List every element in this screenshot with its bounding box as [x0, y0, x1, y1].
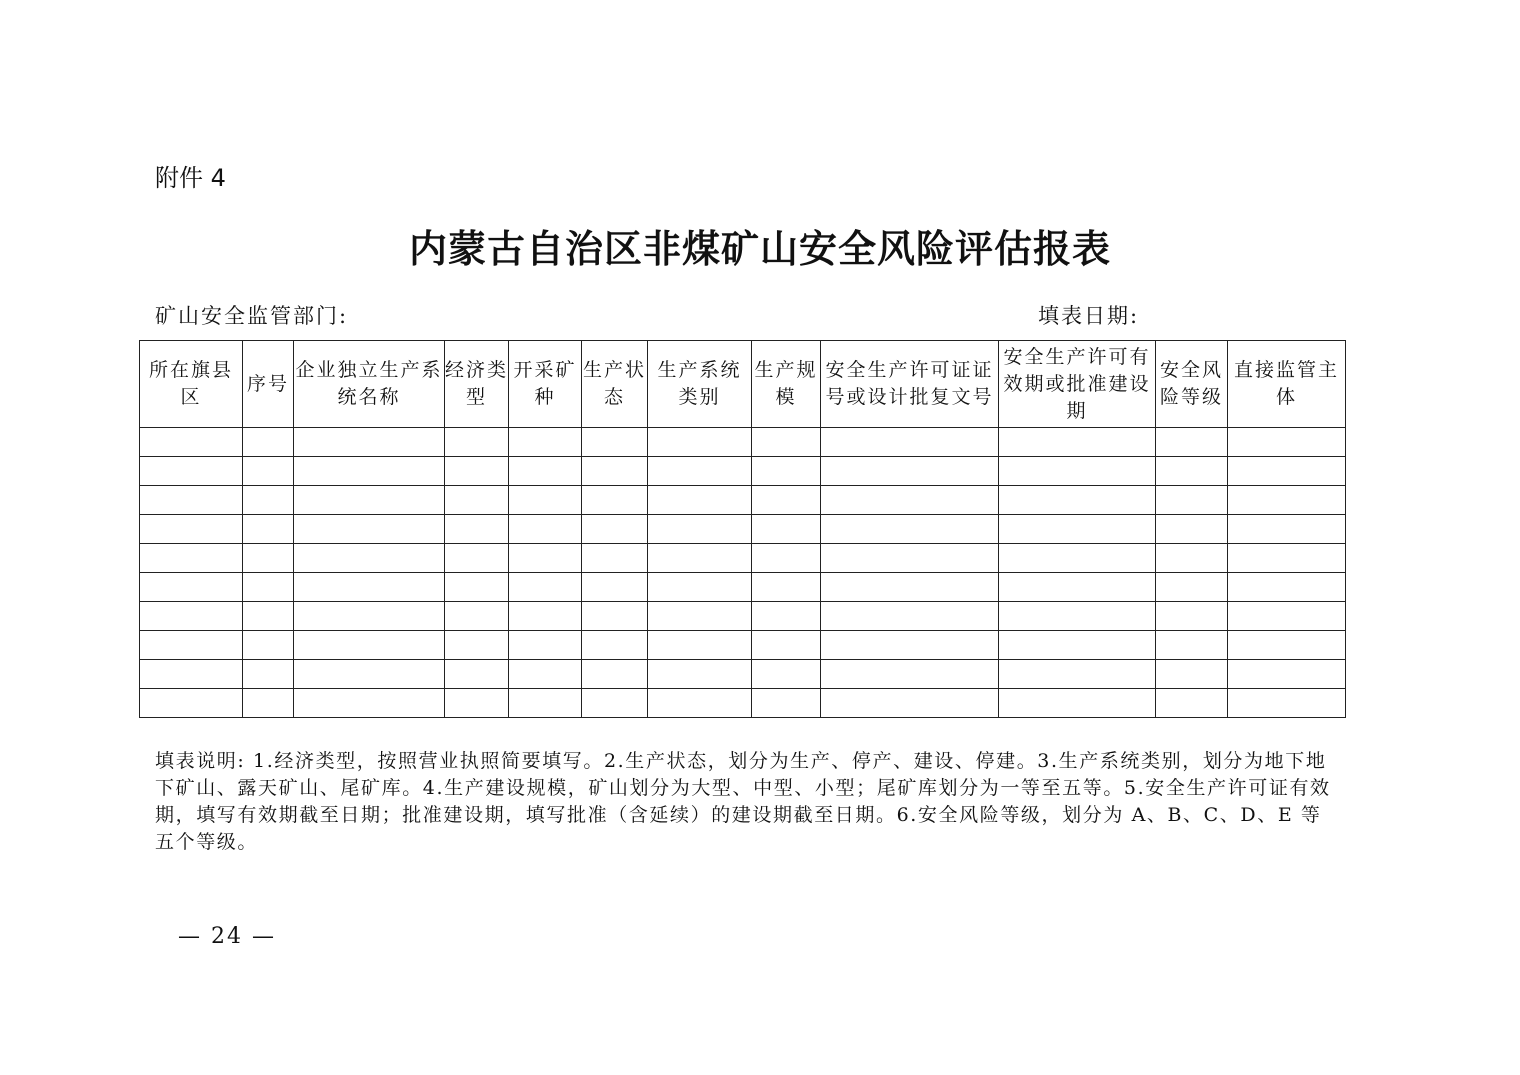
table-cell[interactable] — [1156, 689, 1228, 718]
table-cell[interactable] — [140, 486, 243, 515]
table-cell[interactable] — [821, 660, 999, 689]
table-cell[interactable] — [999, 544, 1156, 573]
table-cell[interactable] — [509, 428, 582, 457]
table-cell[interactable] — [243, 573, 294, 602]
table-cell[interactable] — [1228, 515, 1346, 544]
table-cell[interactable] — [999, 660, 1156, 689]
table-cell[interactable] — [648, 631, 752, 660]
table-cell[interactable] — [509, 631, 582, 660]
table-cell[interactable] — [821, 602, 999, 631]
col-header-supervisor: 直接监管主体 — [1228, 341, 1346, 428]
table-cell[interactable] — [243, 486, 294, 515]
col-header-county: 所在旗县区 — [140, 341, 243, 428]
table-cell[interactable] — [582, 428, 648, 457]
table-cell[interactable] — [752, 486, 821, 515]
table-cell[interactable] — [294, 428, 445, 457]
table-cell[interactable] — [582, 515, 648, 544]
table-cell[interactable] — [294, 602, 445, 631]
supervision-dept-label: 矿山安全监管部门: — [155, 304, 349, 328]
table-cell[interactable] — [509, 515, 582, 544]
table-cell[interactable] — [509, 457, 582, 486]
table-cell[interactable] — [999, 428, 1156, 457]
table-cell[interactable] — [1228, 457, 1346, 486]
table-row — [140, 631, 1346, 660]
table-cell[interactable] — [294, 486, 445, 515]
table-cell[interactable] — [140, 457, 243, 486]
table-cell[interactable] — [752, 573, 821, 602]
table-cell[interactable] — [1156, 486, 1228, 515]
table-cell[interactable] — [445, 457, 509, 486]
col-header-system-category: 生产系统类别 — [648, 341, 752, 428]
table-cell[interactable] — [648, 689, 752, 718]
table-header-row — [140, 341, 1346, 428]
table-row — [140, 602, 1346, 631]
table-cell[interactable] — [445, 573, 509, 602]
table-cell[interactable] — [140, 573, 243, 602]
table-cell[interactable] — [582, 631, 648, 660]
table-cell[interactable] — [445, 602, 509, 631]
table-cell[interactable] — [140, 660, 243, 689]
table-cell[interactable] — [294, 515, 445, 544]
page-number: — 24 — — [178, 924, 276, 949]
table-cell[interactable] — [445, 428, 509, 457]
table-cell[interactable] — [1228, 660, 1346, 689]
table-cell[interactable] — [648, 660, 752, 689]
table-cell[interactable] — [243, 602, 294, 631]
table-cell[interactable] — [999, 602, 1156, 631]
col-header-system-name: 企业独立生产系统名称 — [294, 341, 445, 428]
col-header-economic-type: 经济类型 — [445, 341, 509, 428]
table-cell[interactable] — [509, 602, 582, 631]
table-cell[interactable] — [821, 515, 999, 544]
table-body — [140, 428, 1346, 718]
table-cell[interactable] — [752, 602, 821, 631]
table-cell[interactable] — [445, 544, 509, 573]
document-title: 内蒙古自治区非煤矿山安全风险评估报表 — [408, 226, 1111, 271]
table-cell[interactable] — [1228, 631, 1346, 660]
table-cell[interactable] — [1228, 486, 1346, 515]
table-cell[interactable] — [140, 631, 243, 660]
table-cell[interactable] — [999, 631, 1156, 660]
table-cell[interactable] — [999, 573, 1156, 602]
table-cell[interactable] — [648, 602, 752, 631]
table-cell[interactable] — [294, 689, 445, 718]
table-cell[interactable] — [648, 573, 752, 602]
fill-instructions: 填表说明: 1.经济类型，按照营业执照简要填写。2.生产状态，划分为生产、停产、建设、停建。3.生产系统类别，划分为地下地下矿山、露天矿山、尾矿库。4.生产建设规模，矿山划分为大型、中型、小型；尾矿库划分为一等至五等。5.安全生产许可证有效期，填写有效期截至日期；批准建设期，填写批准（含延续）的建设期截至日期。6.安全风险等级，划分为 A、B、C、D、E 等五个等级。 — [155, 750, 1331, 853]
table-cell[interactable] — [752, 689, 821, 718]
table-row — [140, 660, 1346, 689]
table-cell[interactable] — [509, 689, 582, 718]
table-cell[interactable] — [140, 544, 243, 573]
col-header-status: 生产状态 — [582, 341, 648, 428]
fill-date-label: 填表日期: — [1038, 304, 1140, 328]
table-cell[interactable] — [752, 428, 821, 457]
table-cell[interactable] — [445, 515, 509, 544]
col-header-seq: 序号 — [243, 341, 294, 428]
table-cell[interactable] — [1156, 428, 1228, 457]
table-cell[interactable] — [509, 486, 582, 515]
table-row — [140, 573, 1346, 602]
table-cell[interactable] — [243, 428, 294, 457]
table-cell[interactable] — [1228, 602, 1346, 631]
table-row — [140, 515, 1346, 544]
table-cell[interactable] — [648, 515, 752, 544]
table-cell[interactable] — [1228, 689, 1346, 718]
table-cell[interactable] — [509, 573, 582, 602]
table-cell[interactable] — [582, 457, 648, 486]
table-cell[interactable] — [1156, 515, 1228, 544]
table-cell[interactable] — [752, 515, 821, 544]
table-cell[interactable] — [648, 457, 752, 486]
table-cell[interactable] — [1156, 631, 1228, 660]
col-header-permit-number: 安全生产许可证证号或设计批复文号 — [821, 341, 999, 428]
table-cell[interactable] — [752, 660, 821, 689]
table-cell[interactable] — [582, 573, 648, 602]
table-cell[interactable] — [294, 544, 445, 573]
table-cell[interactable] — [999, 486, 1156, 515]
table-cell[interactable] — [1228, 573, 1346, 602]
table-cell[interactable] — [243, 544, 294, 573]
table-cell[interactable] — [243, 689, 294, 718]
table-row — [140, 486, 1346, 515]
table-cell[interactable] — [1156, 573, 1228, 602]
table-cell[interactable] — [582, 689, 648, 718]
col-header-mineral: 开采矿种 — [509, 341, 582, 428]
table-cell[interactable] — [821, 457, 999, 486]
table-cell[interactable] — [1228, 544, 1346, 573]
table-row — [140, 457, 1346, 486]
table-cell[interactable] — [582, 486, 648, 515]
table-cell[interactable] — [999, 689, 1156, 718]
table-cell[interactable] — [821, 573, 999, 602]
table-cell[interactable] — [445, 660, 509, 689]
table-cell[interactable] — [243, 660, 294, 689]
table-row — [140, 689, 1346, 718]
table-cell[interactable] — [752, 631, 821, 660]
table-cell[interactable] — [821, 689, 999, 718]
table-cell[interactable] — [445, 631, 509, 660]
table-cell[interactable] — [294, 660, 445, 689]
table-row — [140, 544, 1346, 573]
table-cell[interactable] — [1228, 428, 1346, 457]
table-cell[interactable] — [243, 631, 294, 660]
table-cell[interactable] — [1156, 660, 1228, 689]
col-header-risk-level: 安全风险等级 — [1156, 341, 1228, 428]
col-header-scale: 生产规模 — [752, 341, 821, 428]
col-header-permit-validity: 安全生产许可有效期或批准建设期 — [999, 341, 1156, 428]
table-cell[interactable] — [582, 660, 648, 689]
table-cell[interactable] — [294, 573, 445, 602]
table-cell[interactable] — [294, 631, 445, 660]
table-cell[interactable] — [582, 544, 648, 573]
table-cell[interactable] — [999, 515, 1156, 544]
table-cell[interactable] — [294, 457, 445, 486]
table-cell[interactable] — [140, 689, 243, 718]
table-cell[interactable] — [140, 428, 243, 457]
table-cell[interactable] — [140, 602, 243, 631]
table-cell[interactable] — [582, 602, 648, 631]
table-cell[interactable] — [999, 457, 1156, 486]
table-cell[interactable] — [821, 486, 999, 515]
table-cell[interactable] — [752, 544, 821, 573]
table-cell[interactable] — [648, 544, 752, 573]
table-cell[interactable] — [752, 457, 821, 486]
table-cell[interactable] — [243, 457, 294, 486]
table-cell[interactable] — [1156, 602, 1228, 631]
table-cell[interactable] — [1156, 544, 1228, 573]
table-cell[interactable] — [1156, 457, 1228, 486]
table-row — [140, 428, 1346, 457]
risk-assessment-table — [139, 340, 1346, 718]
table-cell[interactable] — [821, 428, 999, 457]
table-cell[interactable] — [648, 486, 752, 515]
table-cell[interactable] — [509, 544, 582, 573]
attachment-label: 附件 4 — [155, 164, 226, 192]
table-cell[interactable] — [821, 631, 999, 660]
table-cell[interactable] — [445, 486, 509, 515]
table-cell[interactable] — [445, 689, 509, 718]
table-cell[interactable] — [648, 428, 752, 457]
table-cell[interactable] — [140, 515, 243, 544]
table-cell[interactable] — [509, 660, 582, 689]
table-cell[interactable] — [243, 515, 294, 544]
table-cell[interactable] — [821, 544, 999, 573]
